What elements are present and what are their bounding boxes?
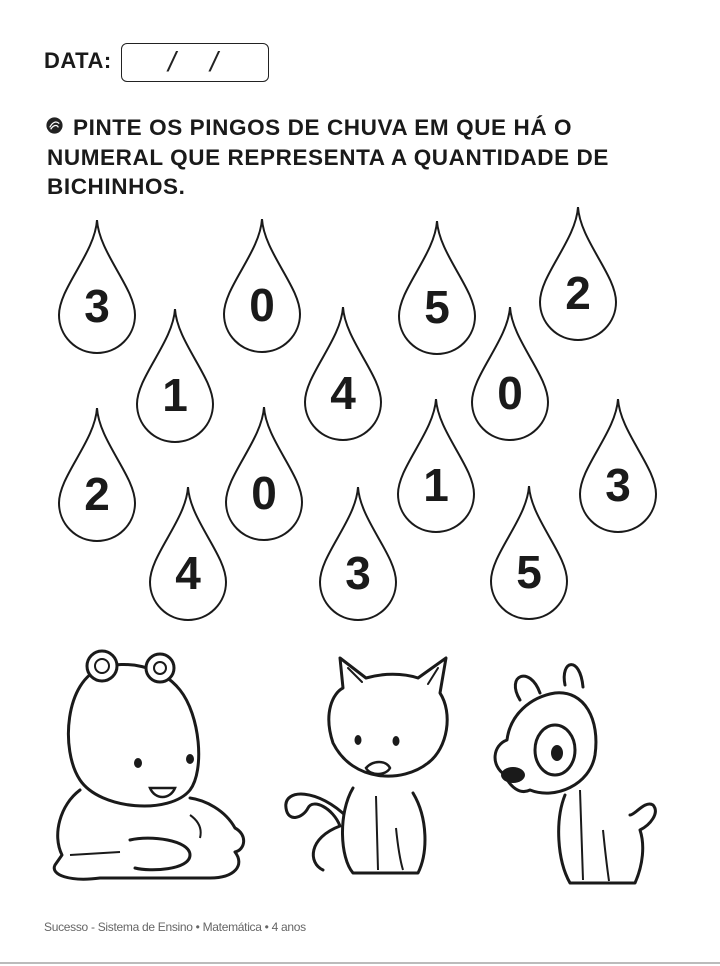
raindrop-number: 3: [345, 547, 371, 599]
raindrop-number: 3: [605, 459, 631, 511]
raindrop[interactable]: [538, 205, 618, 345]
raindrop[interactable]: [318, 485, 398, 625]
raindrop-number: 5: [424, 281, 450, 333]
raindrop[interactable]: [57, 218, 137, 358]
page-divider: [0, 962, 720, 964]
raindrop[interactable]: [396, 397, 476, 537]
raindrop-number: 0: [249, 279, 275, 331]
cat-illustration: [278, 648, 468, 888]
raindrop[interactable]: [148, 485, 228, 625]
raindrop[interactable]: [224, 405, 304, 545]
footer-text: Sucesso - Sistema de Ensino • Matemática • 4 anos: [44, 920, 306, 934]
bear-illustration: [40, 640, 255, 890]
date-separator: /: [168, 46, 176, 77]
raindrop-number: 2: [84, 468, 110, 520]
raindrop-number: 1: [423, 459, 449, 511]
raindrop-number: 2: [565, 267, 591, 319]
raindrop-number: 0: [251, 467, 277, 519]
raindrop[interactable]: [303, 305, 383, 445]
raindrop-number: 3: [84, 280, 110, 332]
raindrop-number: 1: [162, 369, 188, 421]
raindrop[interactable]: [397, 219, 477, 359]
date-field[interactable]: [121, 43, 269, 82]
raindrop[interactable]: [135, 307, 215, 447]
date-label: DATA:: [44, 48, 112, 73]
raindrop[interactable]: [222, 217, 302, 357]
date-separator: /: [210, 46, 218, 77]
raindrop-number: 5: [516, 546, 542, 598]
raindrop[interactable]: [470, 305, 550, 445]
raindrop-number: 4: [175, 547, 201, 599]
raindrop[interactable]: [489, 484, 569, 624]
instruction-text: PINTE OS PINGOS DE CHUVA EM QUE HÁ O NUMERAL QUE REPRESENTA A QUANTIDADE DE BICHINHOS.: [47, 115, 609, 199]
raindrop-number: 4: [330, 367, 356, 419]
raindrop[interactable]: [57, 406, 137, 546]
dog-illustration: [485, 655, 665, 895]
raindrop-number: 0: [497, 367, 523, 419]
raindrop[interactable]: [578, 397, 658, 537]
